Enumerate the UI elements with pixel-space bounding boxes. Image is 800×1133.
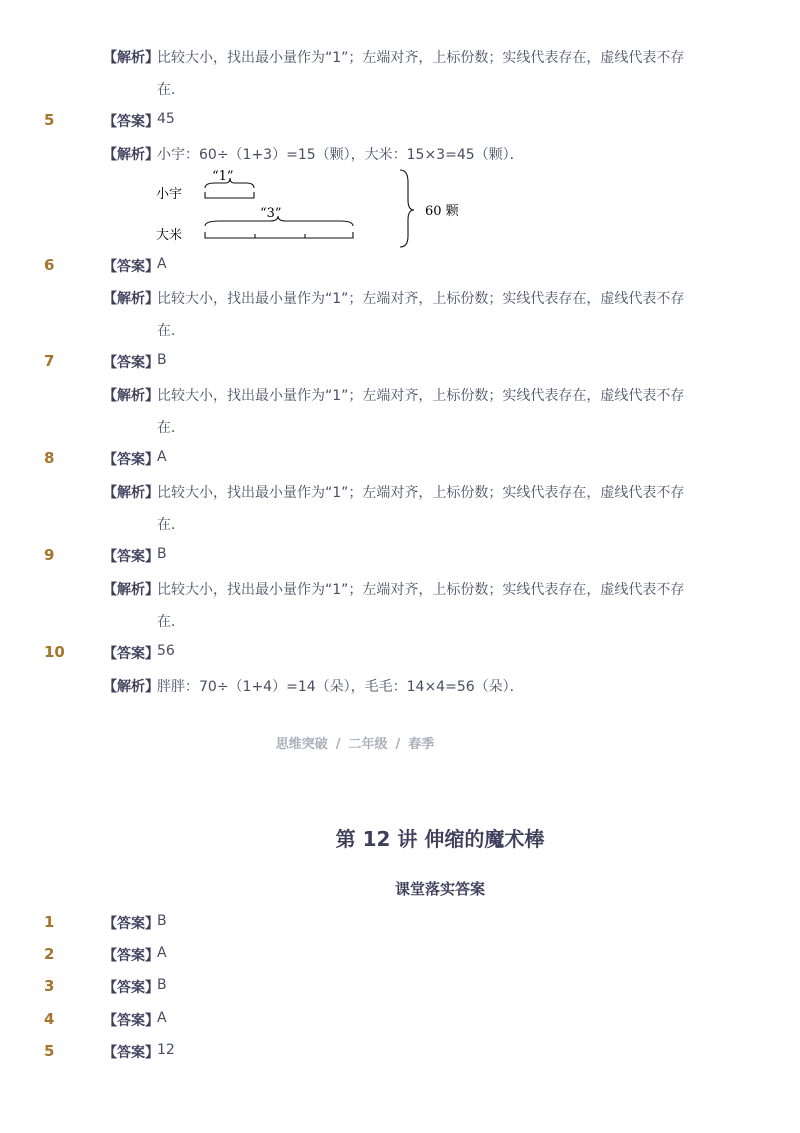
analysis-text-line2: 在． [157,323,185,339]
question-number: 3 [44,977,55,995]
segment-ticks [255,234,305,238]
brace-total [400,170,414,247]
answer-tag: 【答案】 [103,1045,159,1061]
footer-series: 思维突破 [275,737,328,752]
diagram-label-xiaoyu: 小宇 [156,187,183,202]
question-number: 5 [44,111,55,129]
footer-grade: 二年级 [348,737,388,752]
segment-xiaoyu [205,192,254,198]
analysis-text-line1: 比较大小，找出最小量作为“1”；左端对齐，上标份数；实线代表存在，虚线代表不存 [157,388,685,404]
answer-value: A [157,449,167,465]
page-footer [0,733,710,752]
line-segment-diagram [150,162,480,252]
analysis-text-line2: 在． [157,614,185,630]
analysis-text-line1: 比较大小，找出最小量作为“1”；左端对齐，上标份数；实线代表存在，虚线代表不存 [157,485,685,501]
answer-tag: 【答案】 [103,1013,159,1029]
diagram-part-3: “3” [260,206,282,221]
analysis-tag: 【解析】 [103,50,159,66]
answer-tag: 【答案】 [103,948,159,964]
analysis-tag: 【解析】 [103,582,159,598]
answer-value: B [157,913,167,929]
question-number: 4 [44,1010,55,1028]
diagram-total: 60 颗 [425,204,459,219]
question-number: 10 [44,643,65,661]
answer-tag: 【答案】 [103,259,159,275]
analysis-text-line2: 在． [157,420,185,436]
analysis-tag: 【解析】 [103,291,159,307]
analysis-text-line1: 比较大小，找出最小量作为“1”；左端对齐，上标份数；实线代表存在，虚线代表不存 [157,50,685,66]
diagram-part-1: “1” [212,169,234,184]
analysis-tag: 【解析】 [103,388,159,404]
question-number: 2 [44,945,55,963]
answer-tag: 【答案】 [103,646,159,662]
answer-value: A [157,1010,167,1026]
analysis-text-line2: 在． [157,517,185,533]
analysis-text-line2: 在． [157,82,185,98]
question-number: 7 [44,352,55,370]
question-number: 1 [44,913,55,931]
answer-tag: 【答案】 [103,549,159,565]
answer-tag: 【答案】 [103,452,159,468]
answer-value: 12 [157,1042,175,1058]
answer-value: B [157,977,167,993]
segment-dami [205,232,353,238]
answer-value: 45 [157,111,175,127]
question-number: 8 [44,449,55,467]
analysis-text: 小宇：60÷（1+3）=15（颗），大米：15×3=45（颗）． [157,147,524,163]
answer-tag: 【答案】 [103,916,159,932]
question-number: 9 [44,546,55,564]
analysis-text-line1: 比较大小，找出最小量作为“1”；左端对齐，上标份数；实线代表存在，虚线代表不存 [157,291,685,307]
analysis-text-line1: 比较大小，找出最小量作为“1”；左端对齐，上标份数；实线代表存在，虚线代表不存 [157,582,685,598]
analysis-tag: 【解析】 [103,679,159,695]
section-subtitle: 课堂落实答案 [394,880,485,898]
question-number: 5 [44,1042,55,1060]
answer-value: A [157,256,167,272]
footer-separator: / [395,737,401,752]
answer-tag: 【答案】 [103,980,159,996]
answer-value: A [157,945,167,961]
footer-season: 春季 [408,737,435,752]
answer-tag: 【答案】 [103,355,159,371]
question-number: 6 [44,256,55,274]
answer-value: B [157,352,167,368]
answer-tag: 【答案】 [103,114,159,130]
footer-separator: / [335,737,341,752]
diagram-label-dami: 大米 [156,228,183,243]
analysis-tag: 【解析】 [103,485,159,501]
section-title: 第 12 讲 伸缩的魔术棒 [335,827,545,851]
answer-value: 56 [157,643,175,659]
analysis-tag: 【解析】 [103,147,159,163]
analysis-text: 胖胖：70÷（1+4）=14（朵），毛毛：14×4=56（朵）． [157,679,524,695]
answer-value: B [157,546,167,562]
